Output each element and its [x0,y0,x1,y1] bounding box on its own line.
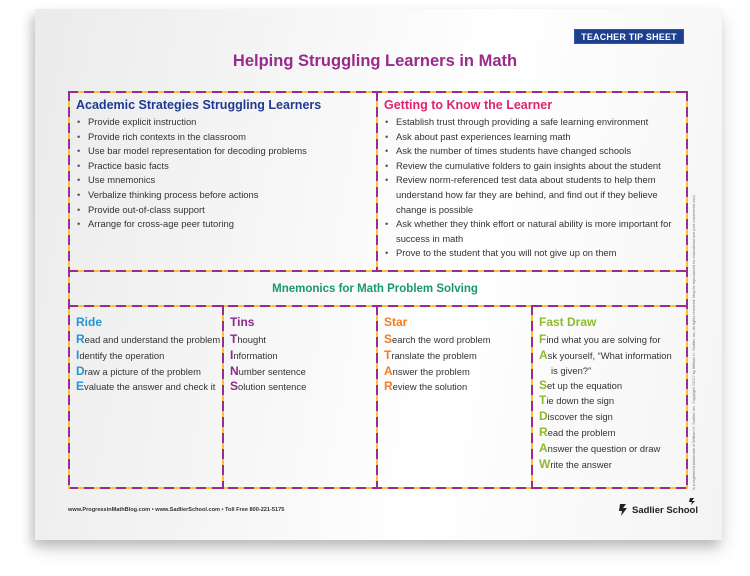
list-item: Number sentence [230,363,306,378]
page-title: Helping Struggling Learners in Math [232,52,518,70]
list-item: Thought [230,332,267,346]
sadlier-school-logo: Sadlier School [618,503,698,517]
list-item: Read the problem [539,424,616,439]
list-item: • Prove to the student that you will not give up on them [384,246,679,261]
list-item: Evaluate the answer and check it [76,379,216,394]
list-item: • Ask about past experiences learning math [384,130,679,145]
legal-notice: is a registered trademark of William H. Sadlier, Inc. Copyright ©2017 by William H. Sadlier, Inc. All rights reserved. May be reproduced for educational use (not commercial use). [692,194,696,490]
list-item: • Use bar model representation for decoding problems [76,144,371,159]
list-item: Translate the problem [384,347,477,362]
learner-list [384,115,679,261]
tins-title: Tins [230,315,255,329]
list-item: Information [230,347,278,362]
sadlier-logo-icon [618,503,628,517]
star-title: Star [384,315,408,329]
list-item: Write the answer [539,456,612,471]
academic-strategies-title: Academic Strategies Struggling Learners [76,98,322,112]
fast-draw-title: Fast Draw [539,315,597,329]
list-item: • Verbalize thinking process before actions [76,188,371,203]
list-item: • Ask the number of times students have changed schools [384,144,679,159]
list-item: • Review the cumulative folders to gain insights about the student [384,159,679,174]
list-item: Set up the equation [539,377,623,392]
list-item: Ask yourself, “What information is given?” [539,347,672,376]
academic-strategies-list [76,115,371,232]
list-item: • Provide rich contexts in the classroom [76,130,371,145]
mnemonics-title: Mnemonics for Math Problem Solving [272,283,478,295]
list-item: Answer the problem [384,363,470,378]
list-item: Search the word problem [384,332,491,346]
list-item: • Provide explicit instruction [76,115,371,130]
list-item: Review the solution [384,379,468,394]
list-item: Identify the operation [76,347,165,362]
list-item: • Establish trust through providing a safe learning environment [384,115,679,130]
teacher-tip-sheet-badge: TEACHER TIP SHEET [574,29,684,44]
list-item: Tie down the sign [539,393,615,408]
list-item: Answer the question or draw [539,440,661,455]
tins-list [230,332,306,395]
learner-title: Getting to Know the Learner [384,98,553,112]
star-list [384,332,491,395]
list-item: Discover the sign [539,409,613,424]
list-item: Find what you are solving for [539,332,661,346]
list-item: • Arrange for cross-age peer tutoring [76,217,371,232]
list-item: Solution sentence [230,379,307,394]
list-item: • Practice basic facts [76,159,371,174]
list-item: • Use mnemonics [76,173,371,188]
ride-title: Ride [76,315,103,329]
sadlier-mini-logo-icon [689,492,696,500]
footer-links: www.ProgressinMathBlog.com • www.SadlierSchool.com • Toll Free 800-221-5175 [68,507,285,513]
list-item: Read and understand the problem [76,332,221,346]
fast-draw-list [539,332,672,472]
ride-list [76,332,220,395]
list-item: Draw a picture of the problem [76,363,201,378]
list-item: • Ask whether they think effort or natural ability is more important for success in math [384,217,679,246]
list-item: • Provide out-of-class support [76,203,371,218]
list-item: • Review norm-referenced test data about students to help them understand how far they are behind, and find out if they believe change is possible [384,173,679,217]
